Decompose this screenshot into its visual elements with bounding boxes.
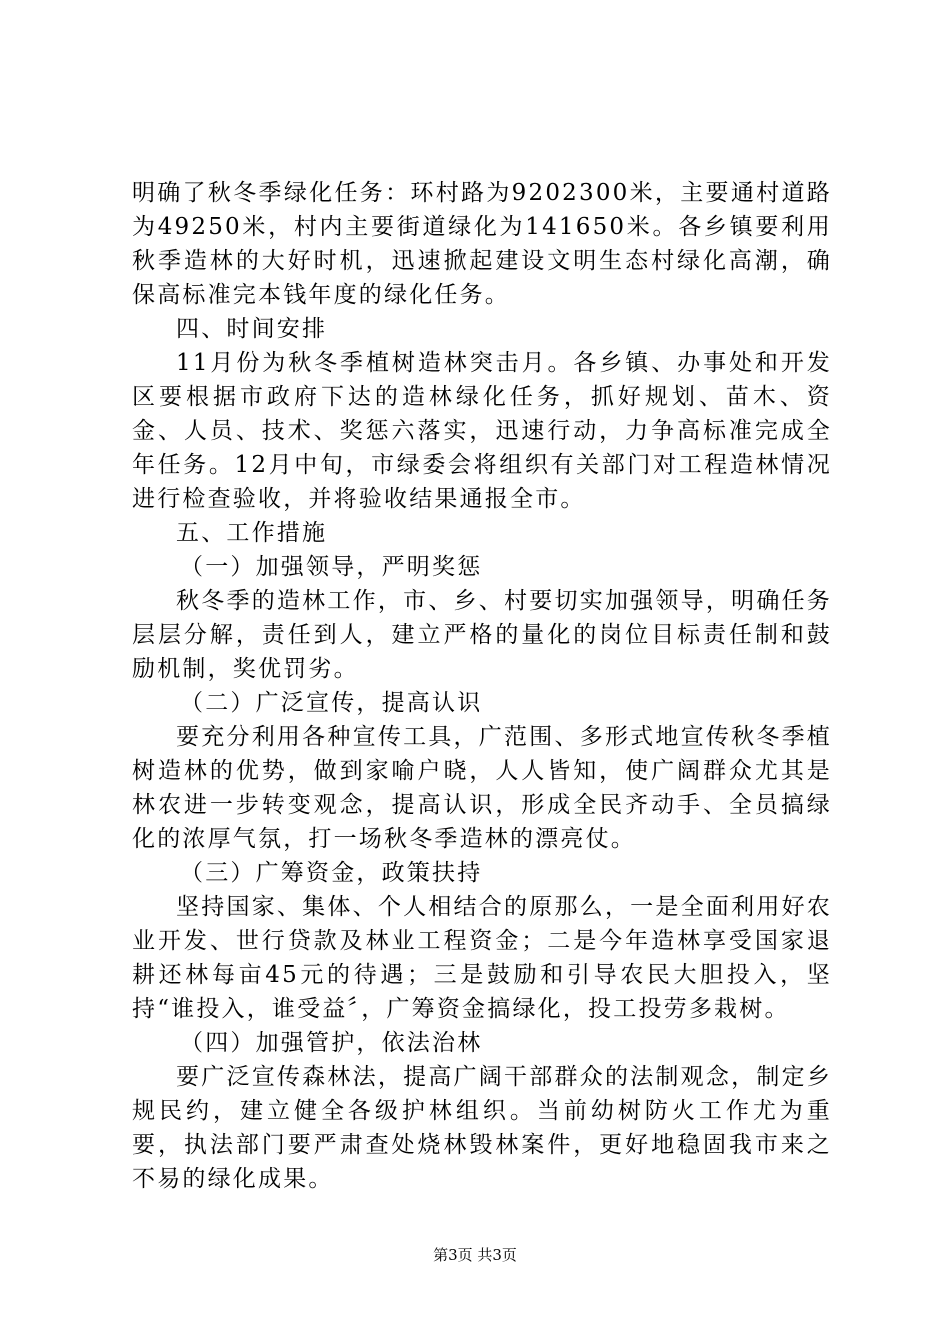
subheading-protection: （四）加强管护，依法治林 bbox=[180, 1030, 483, 1056]
paragraph-leadership: 秋冬季的造林工作，市、乡、村要切实加强领导，明确任务层层分解，责任到人，建立严格的量化的岗位目标责任制和鼓励机制，奖优罚劣。 bbox=[132, 588, 832, 682]
paragraph-funding: 坚持国家、集体、个人相结合的原那么，一是全面利用好农业开发、世行贷款及林业工程资金；二是今年造林享受国家退耕还林每亩45元的待遇；三是鼓励和引导农民大胆投入，坚持“谁投入，谁受益〞，广筹资金搞绿化，投工投劳多栽树。 bbox=[132, 894, 832, 1022]
subheading-funding: （三）广筹资金，政策扶持 bbox=[180, 860, 483, 886]
paragraph-publicity: 要充分利用各种宣传工具，广范围、多形式地宣传秋冬季植树造林的优势，做到家喻户晓，人人皆知，使广阔群众尤其是林农进一步转变观念，提高认识，形成全民齐动手、全员搞绿化的浓厚气氛，打一场秋冬季造林的漂亮仗。 bbox=[132, 724, 832, 852]
paragraph-protection: 要广泛宣传森林法，提高广阔干部群众的法制观念，制定乡规民约，建立健全各级护林组织。当前幼树防火工作尤为重要，执法部门要严肃查处烧林毁林案件，更好地稳固我市来之不易的绿化成果。 bbox=[132, 1064, 832, 1192]
paragraph-task-figures: 明确了秋冬季绿化任务：环村路为9202300米，主要通村道路为49250米，村内主要街道绿化为141650米。各乡镇要利用秋季造林的大好时机，迅速掀起建设文明生态村绿化高潮，确保高标准完本钱年度的绿化任务。 bbox=[132, 180, 832, 308]
paragraph-schedule: 11月份为秋冬季植树造林突击月。各乡镇、办事处和开发区要根据市政府下达的造林绿化任务，抓好规划、苗木、资金、人员、技术、奖惩六落实，迅速行动，力争高标准完成全年任务。12月中旬，市绿委会将组织有关部门对工程造林情况进行检查验收，并将验收结果通报全市。 bbox=[132, 350, 832, 512]
subheading-leadership: （一）加强领导，严明奖惩 bbox=[180, 554, 483, 580]
subheading-publicity: （二）广泛宣传，提高认识 bbox=[180, 690, 483, 716]
page-number-footer: 第3页 共3页 bbox=[433, 1246, 517, 1264]
heading-schedule: 四、时间安排 bbox=[176, 316, 328, 342]
document-body bbox=[132, 176, 832, 1196]
heading-measures: 五、工作措施 bbox=[176, 520, 328, 546]
